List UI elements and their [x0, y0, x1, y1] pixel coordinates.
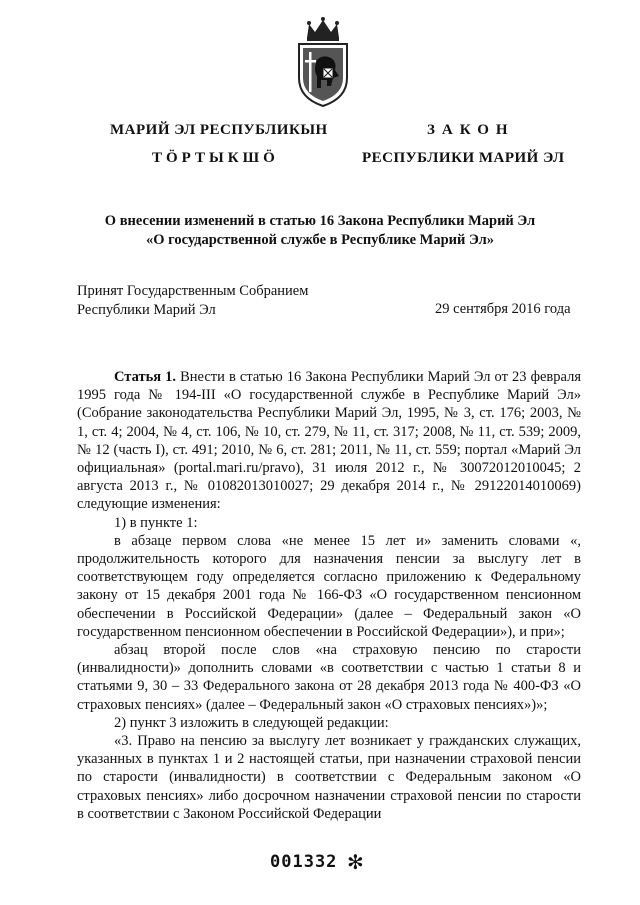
adoption-date: 29 сентября 2016 года [435, 301, 571, 317]
article1-para3: «3. Право на пенсию за выслугу лет возникает у гражданских служащих, указанных в пунктах 1 и 2 настоящей статьи, при назначении страховой пенсии по старости (инвалидности) в соответствии с Федеральным законом «О страховых пенсиях» либо досрочном назначении страховой пенсии по старости в соответствии с Законом Российской Федерации [77, 733, 581, 822]
adoption-info [77, 282, 308, 320]
law-title-line1: О внесении изменений в статью 16 Закона Республики Марий Эл [104, 213, 536, 229]
adoption-line2: Республики Марий Эл [77, 302, 216, 318]
article-body [77, 368, 581, 823]
header-right-line2: РЕСПУБЛИКИ МАРИЙ ЭЛ [362, 150, 565, 166]
law-title-line2: «О государственной службе в Республике Марий Эл» [145, 232, 495, 248]
article1-intro-paragraph [77, 368, 581, 514]
coat-of-arms-emblem [293, 16, 353, 108]
article1-item2: 2) пункт 3 изложить в следующей редакции: [114, 714, 389, 731]
article1-label: Статья 1. [114, 369, 177, 385]
law-title [60, 212, 580, 250]
article1-item1: 1) в пункте 1: [114, 514, 198, 531]
header-left-line1: МАРИЙ ЭЛ РЕСПУБЛИКЫН [110, 122, 328, 138]
article1-para2: абзац второй после слов «на страховую пенсию по старости (инвалидности)» дополнить словами «в соответствии с частью 1 статьи 8 и статьями 9, 30 – 33 Федерального закона от 28 декабря 2013 года № 400-ФЗ «О страховых пенсиях» (далее – Федеральный закон «О страховых пенсиях»)»; [77, 642, 581, 713]
header-right-line1: ЗАКОН [427, 122, 515, 138]
document-serial-number: 001332 [270, 852, 338, 872]
article1-para1: в абзаце первом слова «не менее 15 лет и» заменить словами «, продолжительность которого для назначения пенсии за выслугу лет в соответствующем году определяется согласно приложению к Федеральному закону от 15 декабря 2001 года № 166-ФЗ «О государственном пенсионном обеспечении в Российской Федерации» (далее – Федеральный закон «О государственном пенсионном обеспечении в Российской Федерации»), и при»; [77, 532, 581, 640]
article1-intro-text: Внести в статью 16 Закона Республики Марий Эл от 23 февраля 1995 года № 194-III «О государственной службе в Республике Марий Эл» (Собрание законодательства Республики Марий Эл, 1995, № 3, ст. 176; 2003, № 1, ст. 4; 2004, № 4, ст. 106, № 10, ст. 279, № 11, ст. 317; 2008, № 11, ст. 539; 2009, № 12 (часть I), ст. 491; 2010, № 6, ст. 281; 2011, № 11, ст. 559; портал «Марий Эл официальная» (portal.mari.ru/pravo), 31 июля 2012 г., № 30072012010045; 2 августа 2013 г., № 01082013010027; 29 декабря 2014 г., № 29122014010069) следующие изменения: [77, 369, 581, 513]
footer-star-mark: ✻ [347, 852, 364, 874]
header-left-line2: ТӦРТЫКШӦ [152, 150, 279, 166]
adoption-line1: Принят Государственным Собранием [77, 283, 309, 299]
